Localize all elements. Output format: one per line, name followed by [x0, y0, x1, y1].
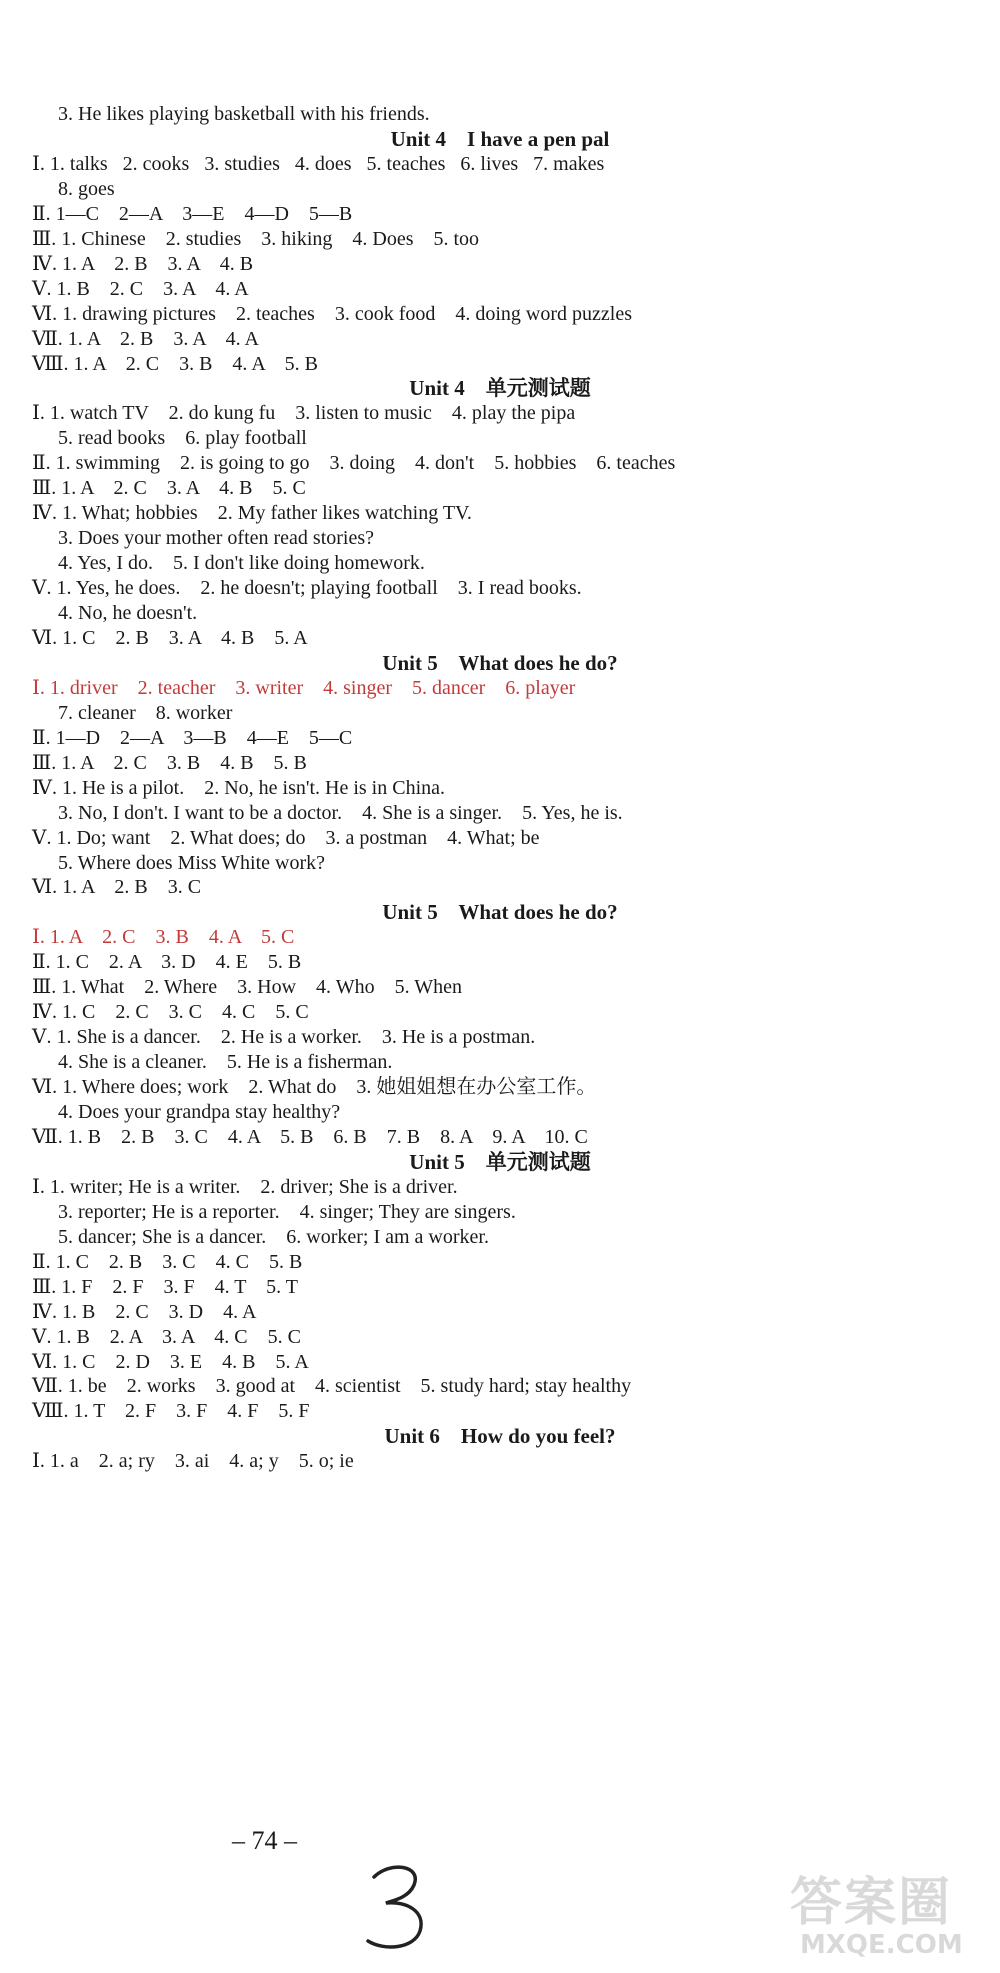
answer-line: Ⅶ. 1. A 2. B 3. A 4. A [32, 328, 259, 350]
answer-line: Ⅱ. 1—D 2—A 3—B 4—E 5—C [32, 727, 353, 749]
answer-line: Ⅱ. 1—C 2—A 3—E 4—D 5—B [32, 203, 353, 225]
answer-line: 5. read books 6. play football [58, 427, 307, 449]
answer-line: Ⅵ. 1. C 2. D 3. E 4. B 5. A [32, 1351, 309, 1373]
answer-line: Ⅱ. 1. C 2. B 3. C 4. C 5. B [32, 1251, 303, 1273]
answer-line: Ⅴ. 1. B 2. C 3. A 4. A [32, 278, 249, 300]
section-heading: Unit 6 How do you feel? [384, 1424, 616, 1448]
answer-line: Ⅷ. 1. T 2. F 3. F 4. F 5. F [32, 1400, 310, 1422]
section-heading: Unit 4 单元测试题 [409, 376, 591, 400]
answer-line: Ⅲ. 1. Chinese 2. studies 3. hiking 4. Does 5. too [32, 228, 480, 250]
answer-line: Ⅲ. 1. What 2. Where 3. How 4. Who 5. When [32, 976, 462, 998]
answer-line: Ⅷ. 1. A 2. C 3. B 4. A 5. B [32, 353, 318, 375]
answer-line: Ⅱ. 1. C 2. A 3. D 4. E 5. B [32, 951, 302, 973]
answer-line: Ⅵ. 1. C 2. B 3. A 4. B 5. A [32, 627, 308, 649]
section-heading: Unit 5 What does he do? [382, 900, 618, 924]
watermark [780, 1860, 990, 1970]
answer-line: Ⅰ. 1. a 2. a; ry 3. ai 4. a; y 5. o; ie [32, 1450, 354, 1472]
answer-line: 7. cleaner 8. worker [58, 702, 233, 724]
answer-line: Ⅳ. 1. B 2. C 3. D 4. A [32, 1301, 257, 1323]
answer-line: Ⅰ. 1. writer; He is a writer. 2. driver; She is a driver. [32, 1176, 458, 1198]
answer-line: Ⅴ. 1. Do; want 2. What does; do 3. a postman 4. What; be [32, 827, 540, 849]
answer-line: Ⅵ. 1. drawing pictures 2. teaches 3. cook food 4. doing word puzzles [32, 303, 632, 325]
answer-line: Ⅴ. 1. Yes, he does. 2. he doesn't; playing football 3. I read books. [32, 577, 582, 599]
answer-line: Ⅰ. 1. A 2. C 3. B 4. A 5. C [32, 926, 295, 948]
answer-line: Ⅰ. 1. talks 2. cooks 3. studies 4. does 5. teaches 6. lives 7. makes [32, 153, 605, 175]
answer-line: 4. Does your grandpa stay healthy? [58, 1101, 341, 1123]
answer-line: Ⅲ. 1. A 2. C 3. B 4. B 5. B [32, 752, 307, 774]
answer-line: Ⅵ. 1. Where does; work 2. What do 3. 她姐姐想在办公室工作。 [32, 1076, 597, 1098]
answer-line: 3. reporter; He is a reporter. 4. singer; They are singers. [58, 1201, 516, 1223]
answer-line: Ⅳ. 1. C 2. C 3. C 4. C 5. C [32, 1001, 309, 1023]
answer-line: Ⅴ. 1. She is a dancer. 2. He is a worker. 3. He is a postman. [32, 1026, 536, 1048]
handwritten-mark [360, 1855, 440, 1955]
answer-line: Ⅲ. 1. F 2. F 3. F 4. T 5. T [32, 1276, 299, 1298]
answer-line: Ⅳ. 1. He is a pilot. 2. No, he isn't. He is in China. [32, 777, 445, 799]
answer-line: 4. She is a cleaner. 5. He is a fisherman. [58, 1051, 393, 1073]
answer-line: 5. Where does Miss White work? [58, 852, 325, 874]
answer-line: Ⅰ. 1. driver 2. teacher 3. writer 4. singer 5. dancer 6. player [32, 677, 576, 699]
section-heading: Unit 4 I have a pen pal [390, 127, 610, 151]
answer-line: Ⅲ. 1. A 2. C 3. A 4. B 5. C [32, 477, 306, 499]
answer-line: Ⅰ. 1. watch TV 2. do kung fu 3. listen to music 4. play the pipa [32, 402, 576, 424]
page-number: – 74 – [232, 1826, 297, 1855]
answer-line: 3. Does your mother often read stories? [58, 527, 375, 549]
section-heading: Unit 5 What does he do? [382, 651, 618, 675]
answer-line: 4. No, he doesn't. [58, 602, 198, 624]
section-heading: Unit 5 单元测试题 [409, 1150, 591, 1174]
answer-line: 8. goes [58, 178, 115, 200]
answer-line: Ⅶ. 1. be 2. works 3. good at 4. scientist 5. study hard; stay healthy [32, 1375, 632, 1397]
watermark-logo-text: 答案圈 [790, 1873, 953, 1933]
answer-line: Ⅶ. 1. B 2. B 3. C 4. A 5. B 6. B 7. B 8. A 9. A 10. C [32, 1126, 588, 1148]
answer-line: Ⅱ. 1. swimming 2. is going to go 3. doing 4. don't 5. hobbies 6. teaches [32, 452, 676, 474]
watermark-url: MXQE.COM [800, 1930, 963, 1960]
answer-line: Ⅳ. 1. A 2. B 3. A 4. B [32, 253, 254, 275]
answer-line: Ⅵ. 1. A 2. B 3. C [32, 876, 202, 898]
answer-line: 3. No, I don't. I want to be a doctor. 4. She is a singer. 5. Yes, he is. [58, 802, 623, 824]
answer-line: 5. dancer; She is a dancer. 6. worker; I am a worker. [58, 1226, 489, 1248]
answer-line: 3. He likes playing basketball with his friends. [58, 103, 430, 125]
answer-line: Ⅴ. 1. B 2. A 3. A 4. C 5. C [32, 1326, 301, 1348]
answer-line: Ⅳ. 1. What; hobbies 2. My father likes watching TV. [32, 502, 472, 524]
answer-line: 4. Yes, I do. 5. I don't like doing homework. [58, 552, 425, 574]
